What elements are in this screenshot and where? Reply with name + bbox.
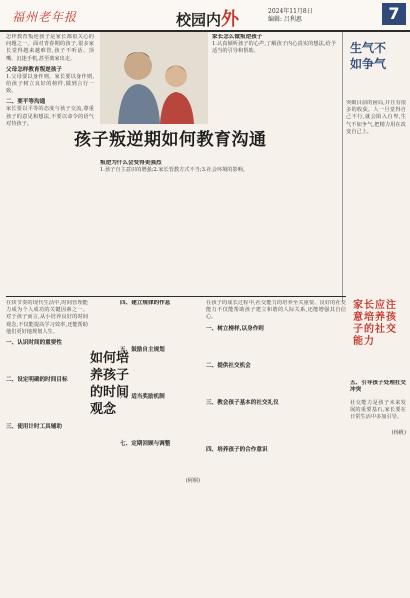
sidebox-text: 突破目前的困局,并且有很多的收获。人一旦觉得自己不行,就会陷入自卑,生气不如争气,把精力用在改变自己上。 xyxy=(346,100,406,135)
article2-subheading-1: 一、认识时间的重要性 xyxy=(6,340,62,347)
article1-subtext-2: 家长要以平等的态度与孩子交流,尊重孩子的意见和想法,不要以命令的语气对待孩子。 xyxy=(6,106,94,127)
article2-subheading-6: 六、适当奖励机制 xyxy=(120,394,165,400)
article3-subheading-5: 五、引导孩子处理社交冲突 xyxy=(350,380,406,393)
article2-subheading-2: 二、设定明确的时间目标 xyxy=(6,377,68,384)
article2-column-right xyxy=(120,300,200,590)
article3-subheading-2: 二、提供社交机会 xyxy=(206,362,251,369)
article2-signature: (阿桐) xyxy=(185,478,200,484)
article3-summary: 社交能力是孩子未来发展的重要基石,家长要在日常生活中多加引导。 xyxy=(350,400,406,421)
article2-headline: 如何培养孩子的时间观念 xyxy=(90,351,130,417)
article1-subtext-1: 1.父母要以身作则。家长要以身作则,给孩子树立良好的榜样,做到言行一致。 xyxy=(6,73,94,95)
article2-subheading-4: 四、建立规律的作息 xyxy=(120,300,171,306)
article3-column-left xyxy=(206,300,346,590)
article1-subheading-1: 父母怎样教育叛逆孩子 xyxy=(6,66,62,73)
column-divider xyxy=(342,32,343,302)
article1-subtext-3: 1.认真倾听孩子的心声,了解孩子内心真实的想法,给予适当的引导和帮助。 xyxy=(212,41,336,55)
article3-column-right xyxy=(350,380,406,590)
section-title-accent: 外 xyxy=(221,9,240,30)
article1-column-right-top xyxy=(212,34,336,122)
article1-photo xyxy=(100,32,208,124)
article2-subheading-5: 五、鼓励自主规划 xyxy=(120,347,165,353)
section-title-main: 校园内 xyxy=(176,11,222,29)
article3-headline: 家长应注意培养孩子的社交能力 xyxy=(353,300,397,347)
article1-subheading-4: 叛逆为什么会变得更强烈 xyxy=(100,160,162,166)
article3-intro: 在孩子的成长过程中,社交能力的培养至关重要。良好的社交能力不仅能帮助孩子建立和谐的人际关系,还能增强其自信心。 xyxy=(206,300,346,321)
article3-subheading-1: 一、树立榜样,以身作则 xyxy=(206,325,264,332)
article1-subheading-3: 家长怎么做叛逆孩子 xyxy=(212,34,263,40)
article3-subheading-3: 三、教会孩子基本的社交礼仪 xyxy=(206,399,279,406)
page-number: 7 xyxy=(382,3,406,25)
issue-date: 2024年11月8日 xyxy=(268,8,313,15)
article1-intro: 怎样教育叛逆孩子是家长都很关心的问题之一。面对青春期的孩子,很多家长觉得越来越难管,孩子不听话、顶嘴、沉迷手机,甚至离家出走。 xyxy=(6,34,94,62)
article1-subheading-2: 二、要平等沟通 xyxy=(6,99,46,106)
article1-subtext-4: 1.孩子自主意识的增强;2.家长管教方式不当;3.社会环境的影响。 xyxy=(100,167,249,173)
section-divider xyxy=(6,296,346,297)
article1-column-bottom xyxy=(100,160,336,290)
article3-subheading-4: 四、培养孩子的合作意识 xyxy=(206,446,268,453)
parent-child-illustration xyxy=(100,32,208,124)
article2-intro: 在快节奏的现代生活中,时间管理能力成为个人成功的关键因素之一。对于孩子而言,从小培养良好的时间观念,不仅能提高学习效率,还能帮助他们更好地规划人生。 xyxy=(6,300,88,335)
sidebox-title: 生气不如争气 xyxy=(350,41,387,71)
article1-column-left xyxy=(6,34,94,206)
article1-headline: 孩子叛逆期如何教育沟通 xyxy=(74,130,267,150)
dateline xyxy=(268,8,313,24)
article2-subheading-7: 七、定期回顾与调整 xyxy=(120,441,171,447)
section-title xyxy=(176,5,239,31)
newspaper-logo: 福州老年报 xyxy=(12,10,78,24)
article2-column-left xyxy=(6,300,88,590)
editor-credit: 编辑: 吕利惠 xyxy=(268,16,302,23)
article2-subheading-3: 三、使用计时工具辅助 xyxy=(6,424,62,431)
article3-signature: (杨帆) xyxy=(391,429,406,436)
